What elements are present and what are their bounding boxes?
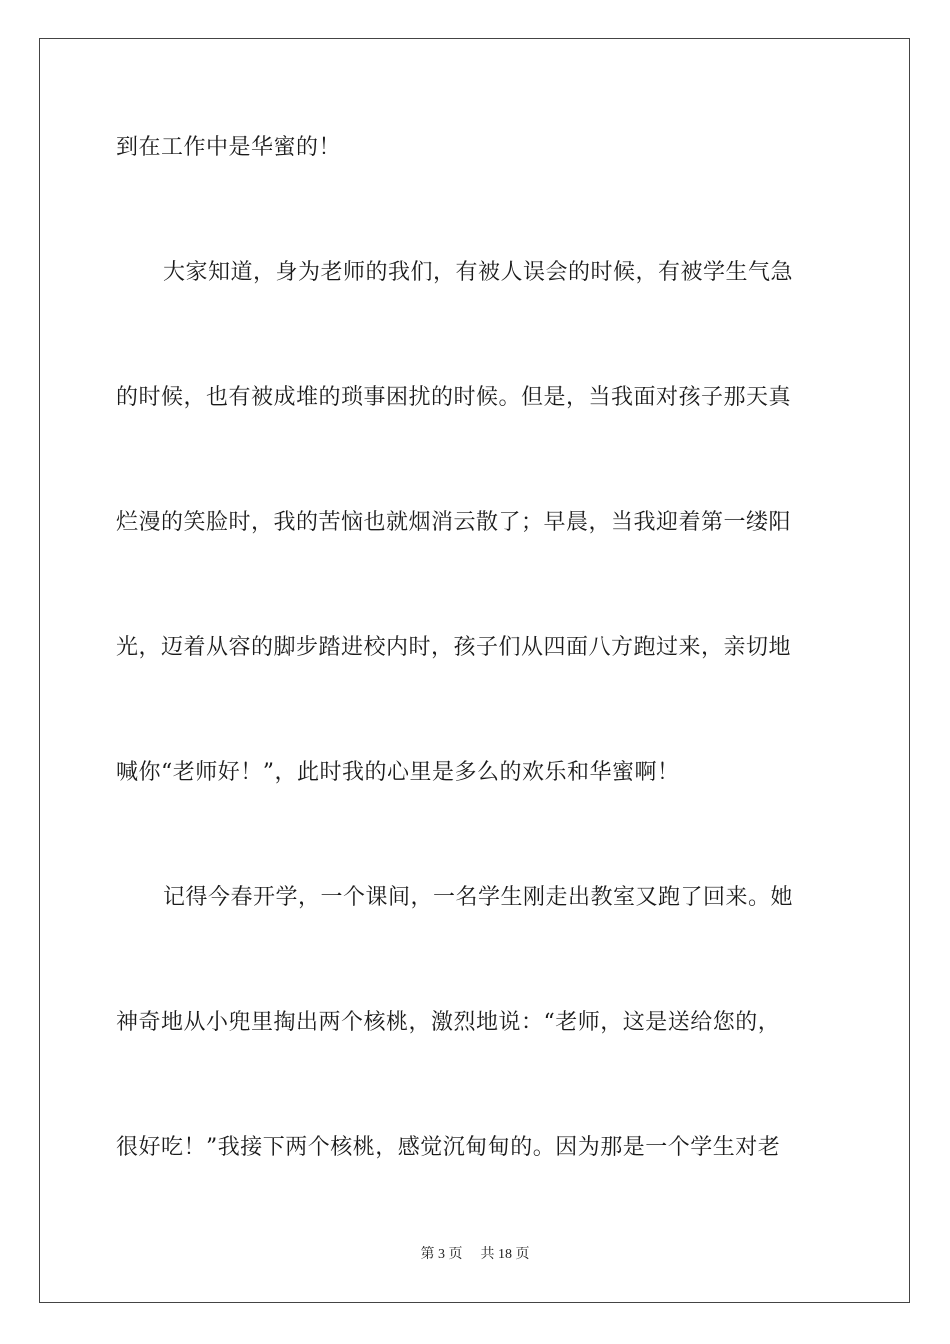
text-line: 到在工作中是华蜜的！ xyxy=(116,135,342,160)
text-line: 很好吃！”我接下两个核桃，感觉沉甸甸的。因为那是一个学生对老 xyxy=(116,1135,781,1160)
text-line: 喊你“老师好！”，此时我的心里是多么的欢乐和华蜜啊！ xyxy=(116,760,680,785)
text-line: 大家知道，身为老师的我们，有被人误会的时候，有被学生气急 xyxy=(163,260,794,285)
page-total: 共 18 页 xyxy=(480,1247,530,1262)
page-footer xyxy=(0,1246,950,1264)
text-line: 光，迈着从容的脚步踏进校内时，孩子们从四面八方跑过来，亲切地 xyxy=(116,635,792,660)
text-line: 烂漫的笑脸时，我的苦恼也就烟消云散了；早晨，当我迎着第一缕阳 xyxy=(116,510,792,535)
page-number: 第 3 页 xyxy=(420,1247,463,1262)
text-line: 记得今春开学，一个课间，一名学生刚走出教室又跑了回来。她 xyxy=(163,885,794,910)
text-line: 的时候，也有被成堆的琐事困扰的时候。但是，当我面对孩子那天真 xyxy=(116,385,792,410)
page-border xyxy=(39,38,910,1303)
text-line: 神奇地从小兜里掏出两个核桃，激烈地说：“老师，这是送给您的， xyxy=(116,1010,781,1035)
